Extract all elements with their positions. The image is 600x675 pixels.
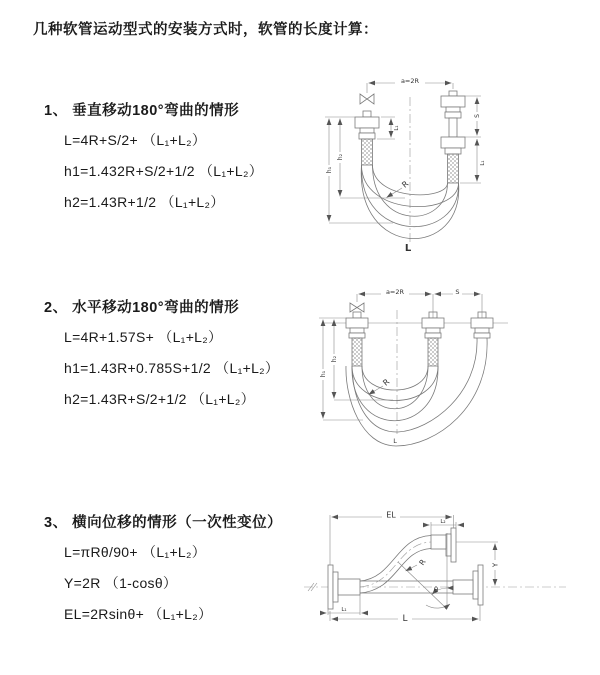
- radius-label: R: [400, 179, 411, 190]
- left-fitting: [355, 111, 379, 165]
- formula-line: L=πRθ/90+ （L₁+L₂）: [64, 544, 207, 560]
- dim-label-l1: L₁: [341, 607, 347, 613]
- length-label: L: [404, 243, 412, 254]
- formula-line: h2=1.43R+S/2+1/2 （L₁+L₂）: [64, 391, 255, 407]
- valve-icon: [350, 294, 364, 312]
- left-fitting: [346, 312, 368, 366]
- dim-l: [330, 605, 480, 624]
- formula-line: Y=2R （1-cosθ）: [64, 575, 178, 591]
- section-1-formulas: [64, 125, 263, 218]
- diagram-horizontal-180-bend-svg: [303, 282, 548, 454]
- radius-callout: [406, 558, 428, 571]
- section-2-heading: 2、 水平移动180°弯曲的情形: [44, 300, 240, 316]
- dim-label-a2r: a=2R: [385, 288, 405, 296]
- middle-fitting: [422, 312, 444, 366]
- formula-line: h1=1.432R+S/2+1/2 （L₁+L₂）: [64, 163, 264, 179]
- dim-label-h2: h₂: [337, 153, 344, 161]
- dim-label-l2: L₂: [440, 519, 446, 525]
- diagram-lateral-displacement-svg: [298, 505, 598, 650]
- section-3-formulas: [64, 537, 212, 630]
- dim-label-l1: L₁: [394, 125, 400, 131]
- dim-l1: [320, 595, 368, 615]
- formula-line: h2=1.43R+1/2 （L₁+L₂）: [64, 194, 225, 210]
- hose-arcs-narrow: [352, 366, 438, 421]
- dim-label-s: S: [455, 288, 460, 296]
- radius-callout: [387, 179, 411, 198]
- diagram-horizontal-180-bend: [303, 282, 548, 459]
- section-2-formulas: [64, 322, 279, 415]
- radius-label: R: [417, 557, 428, 568]
- dim-s: [435, 287, 481, 296]
- radius-callout: [369, 377, 392, 395]
- dim-label-h1: h₁: [326, 166, 333, 174]
- valve-icon: [360, 83, 374, 104]
- diagram-vertical-180-bend-svg: [305, 71, 535, 258]
- theta-label: θ: [433, 586, 439, 594]
- dim-label-l1: L₁: [480, 160, 486, 166]
- dim-a2r: [359, 287, 483, 318]
- left-flange: [328, 565, 360, 609]
- radius-label: R: [381, 377, 392, 388]
- diagram-vertical-180-bend: [305, 71, 535, 263]
- diagram-lateral-displacement: [298, 505, 598, 655]
- dim-label-h1: h₁: [320, 370, 327, 378]
- formula-line: L=4R+S/2+ （L₁+L₂）: [64, 132, 207, 148]
- section-3-heading: 3、 横向位移的情形（一次性变位）: [44, 515, 283, 531]
- formula-line: h1=1.43R+0.785S+1/2 （L₁+L₂）: [64, 360, 280, 376]
- dim-l2: [423, 519, 464, 535]
- page-title: 几种软管运动型式的安装方式时，软管的长度计算：: [33, 22, 378, 38]
- dim-label-el: EL: [386, 510, 396, 520]
- dim-label-y: Y: [491, 562, 500, 568]
- right-flange: [453, 565, 483, 605]
- length-label: L: [393, 437, 397, 445]
- dim-l1-left: [377, 117, 400, 139]
- hose-arcs-wide: [346, 338, 487, 446]
- section-1-heading: 1、 垂直移动180°弯曲的情形: [44, 103, 240, 119]
- formula-line: L=4R+1.57S+ （L₁+L₂）: [64, 329, 223, 345]
- dim-label-h2: h₂: [331, 355, 338, 363]
- dim-label-s: S: [474, 114, 481, 118]
- dim-label-a2r: a=2R: [400, 77, 420, 85]
- displaced-flange: [431, 528, 456, 562]
- dim-label-l: L: [402, 614, 408, 624]
- formula-line: EL=2Rsinθ+ （L₁+L₂）: [64, 606, 213, 622]
- dim-a2r: [369, 76, 454, 89]
